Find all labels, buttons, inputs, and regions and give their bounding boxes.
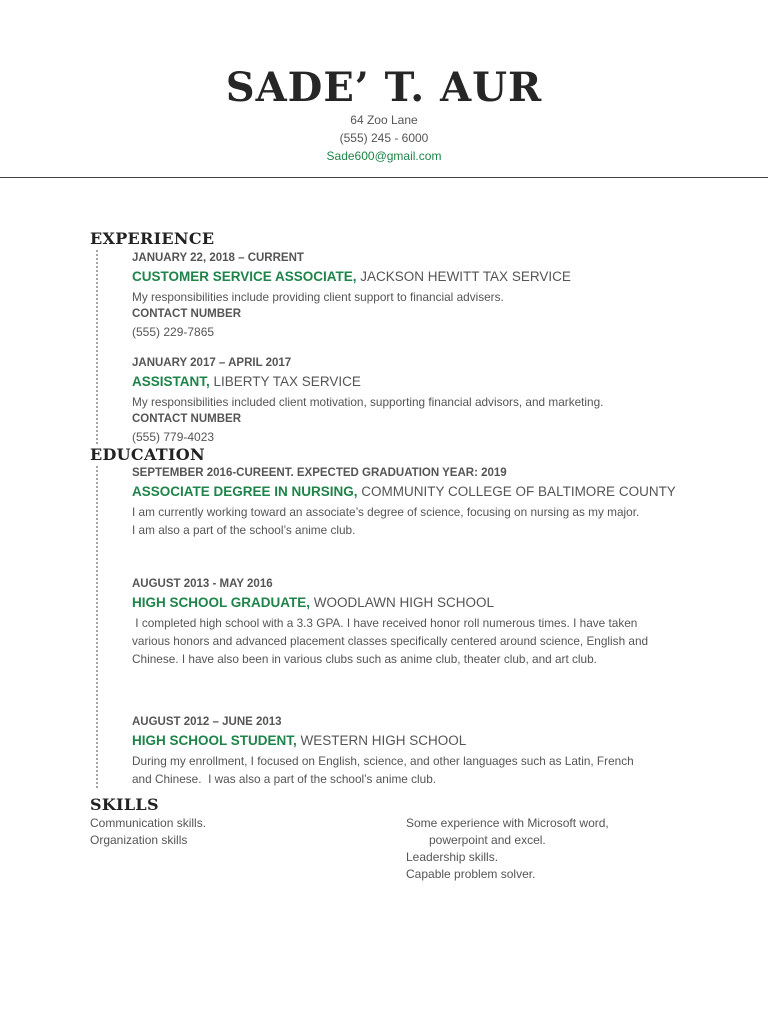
entry-description-line: Chinese. I have also been in various clubs such as anime club, theater club, and art club.: [132, 652, 597, 666]
entry-date: SEPTEMBER 2016-CUREENT. EXPECTED GRADUATION YEAR: 2019: [132, 467, 507, 479]
contact-value: (555) 229-7865: [132, 325, 215, 339]
contact-label: CONTACT NUMBER: [132, 308, 242, 320]
entry-org: WESTERN HIGH SCHOOL: [296, 733, 467, 748]
entry-org: JACKSON HEWITT TAX SERVICE: [356, 269, 571, 284]
entry-role: [132, 371, 692, 393]
education-entry: [132, 465, 692, 539]
entry-role: [132, 266, 692, 288]
resume-name: SADE’ T. AUR: [225, 64, 543, 111]
contact-label: CONTACT NUMBER: [132, 413, 242, 425]
entry-org: WOODLAWN HIGH SCHOOL: [310, 595, 495, 610]
entry-description: My responsibilities included client motivation, supporting financial advisors, and marketing.: [132, 395, 604, 409]
education-entry: [132, 714, 692, 788]
entry-org: LIBERTY TAX SERVICE: [209, 374, 361, 389]
entry-description-line: I completed high school with a 3.3 GPA. I have received honor roll numerous times. I have taken: [132, 616, 638, 630]
entry-date: AUGUST 2012 – JUNE 2013: [132, 716, 282, 728]
entry-title: ASSISTANT,: [132, 374, 210, 389]
entry-role: [132, 592, 692, 614]
entry-date: JANUARY 2017 – APRIL 2017: [132, 357, 292, 369]
experience-heading: EXPERIENCE: [90, 229, 215, 248]
entry-org: COMMUNITY COLLEGE OF BALTIMORE COUNTY: [357, 484, 676, 499]
education-heading: EDUCATION: [90, 445, 205, 464]
entry-description-line: and Chinese. I was also a part of the school’s anime club.: [132, 772, 437, 786]
entry-title: ASSOCIATE DEGREE IN NURSING,: [132, 484, 358, 499]
entry-date: AUGUST 2013 - MAY 2016: [132, 578, 273, 590]
education-timeline: [96, 466, 98, 788]
entry-title: CUSTOMER SERVICE ASSOCIATE,: [132, 269, 357, 284]
entry-description: My responsibilities include providing client support to financial advisers.: [132, 290, 504, 304]
experience-timeline: [96, 250, 98, 444]
skill-item: Some experience with Microsoft word,: [406, 816, 609, 830]
skill-item: Communication skills.: [90, 816, 207, 830]
address: 64 Zoo Lane: [350, 113, 418, 127]
entry-description-line: I am currently working toward an associate’s degree of science, focusing on nursing as my major.: [132, 505, 640, 519]
skills-left-column: [90, 815, 206, 849]
contact-value: (555) 779-4023: [132, 430, 215, 444]
skill-item: Organization skills: [90, 833, 188, 847]
entry-description-line: various honors and advanced placement classes specifically centered around science, English and: [132, 634, 649, 648]
skills-heading: SKILLS: [90, 795, 159, 814]
experience-entry: [132, 250, 692, 341]
entry-description-line: I am also a part of the school’s anime club.: [132, 523, 356, 537]
experience-entry: [132, 355, 692, 446]
skill-item: powerpoint and excel.: [429, 833, 546, 847]
education-entry: [132, 576, 692, 668]
skills-right-column: [406, 815, 609, 883]
header-divider: [0, 177, 768, 178]
entry-title: HIGH SCHOOL STUDENT,: [132, 733, 297, 748]
entry-role: [132, 481, 692, 503]
entry-title: HIGH SCHOOL GRADUATE,: [132, 595, 311, 610]
entry-role: [132, 730, 692, 752]
entry-date: JANUARY 22, 2018 – CURRENT: [132, 252, 304, 264]
skill-item: Capable problem solver.: [406, 867, 536, 881]
skill-item: Leadership skills.: [406, 850, 499, 864]
phone-number: (555) 245 - 6000: [339, 131, 429, 145]
entry-description-line: During my enrollment, I focused on English, science, and other languages such as Latin, French: [132, 754, 634, 768]
email-link[interactable]: Sade600@gmail.com: [326, 149, 442, 163]
